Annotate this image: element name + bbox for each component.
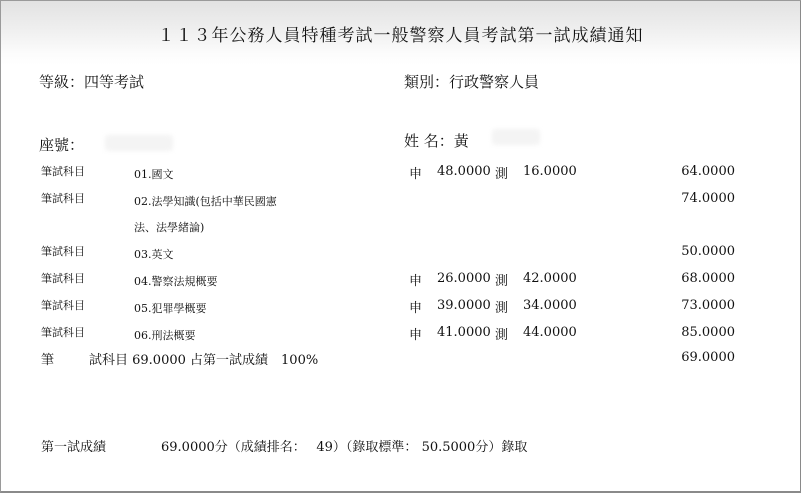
test-score: 42.0000: [523, 271, 577, 286]
subject-total: 85.0000: [681, 325, 735, 340]
essay-score: 26.0000: [437, 271, 491, 286]
test-score: 16.0000: [523, 164, 577, 179]
test-score: 34.0000: [523, 298, 577, 313]
essay-mark: 申: [409, 167, 423, 182]
test-mark: 測: [495, 328, 509, 343]
name-redacted: [492, 129, 540, 145]
subject-name: 03.英文: [134, 248, 174, 261]
subject-name: 02.法學知識(包括中華民國憲: [134, 195, 277, 208]
result-label: 第一試成績: [41, 440, 107, 455]
subject-type: 筆試科目: [41, 245, 85, 258]
notice-header: [1, 1, 800, 65]
grade-label: 等級：: [39, 73, 85, 91]
subject-name: 06.刑法概要: [134, 329, 196, 342]
subject-type: 筆試科目: [41, 192, 85, 205]
subject-type: 筆試科目: [41, 299, 85, 312]
category-field: [404, 71, 539, 92]
result-text: 69.0000分（成績排名： 49）（錄取標準： 50.5000分）錄取: [161, 440, 528, 455]
notice-title: １１３年公務人員特種考試一般警察人員考試第一試成績通知: [157, 26, 644, 46]
subject-total: 68.0000: [681, 271, 735, 286]
essay-score: 48.0000: [437, 164, 491, 179]
essay-score: 39.0000: [437, 298, 491, 313]
test-mark: 測: [495, 274, 509, 289]
name-value: 黃: [453, 132, 469, 150]
name-label: 姓 名：: [404, 132, 454, 150]
essay-mark: 申: [409, 328, 423, 343]
seat-number-redacted: [105, 135, 173, 151]
subject-total: 74.0000: [681, 191, 735, 206]
subject-name: 05.犯罪學概要: [134, 302, 207, 315]
test-score: 44.0000: [523, 325, 577, 340]
essay-score: 41.0000: [437, 325, 491, 340]
test-mark: 測: [495, 301, 509, 316]
seat-label: 座號：: [39, 136, 85, 154]
grade-value: 四等考試: [84, 73, 145, 91]
subject-name-line2: 法、法學緒論): [134, 221, 205, 234]
subject-name: 04.警察法規概要: [134, 275, 218, 288]
subject-type: 筆試科目: [41, 326, 85, 339]
subject-total: 73.0000: [681, 298, 735, 313]
category-label: 類別：: [404, 73, 450, 91]
subject-type: 筆試科目: [41, 272, 85, 285]
subject-total: 64.0000: [681, 164, 735, 179]
subject-name: 01.國文: [134, 168, 174, 181]
name-field: [404, 130, 469, 151]
subject-type: 筆試科目: [41, 165, 85, 178]
test-mark: 測: [495, 167, 509, 182]
written-summary-text: 試科目 69.0000 占第一試成績 100%: [89, 353, 319, 368]
essay-mark: 申: [409, 274, 423, 289]
subject-total: 50.0000: [681, 244, 735, 259]
written-summary-lead: 筆: [41, 353, 55, 368]
grade-field: [39, 71, 144, 92]
essay-mark: 申: [409, 301, 423, 316]
category-value: 行政警察人員: [449, 73, 540, 91]
written-summary-total: 69.0000: [681, 350, 735, 365]
